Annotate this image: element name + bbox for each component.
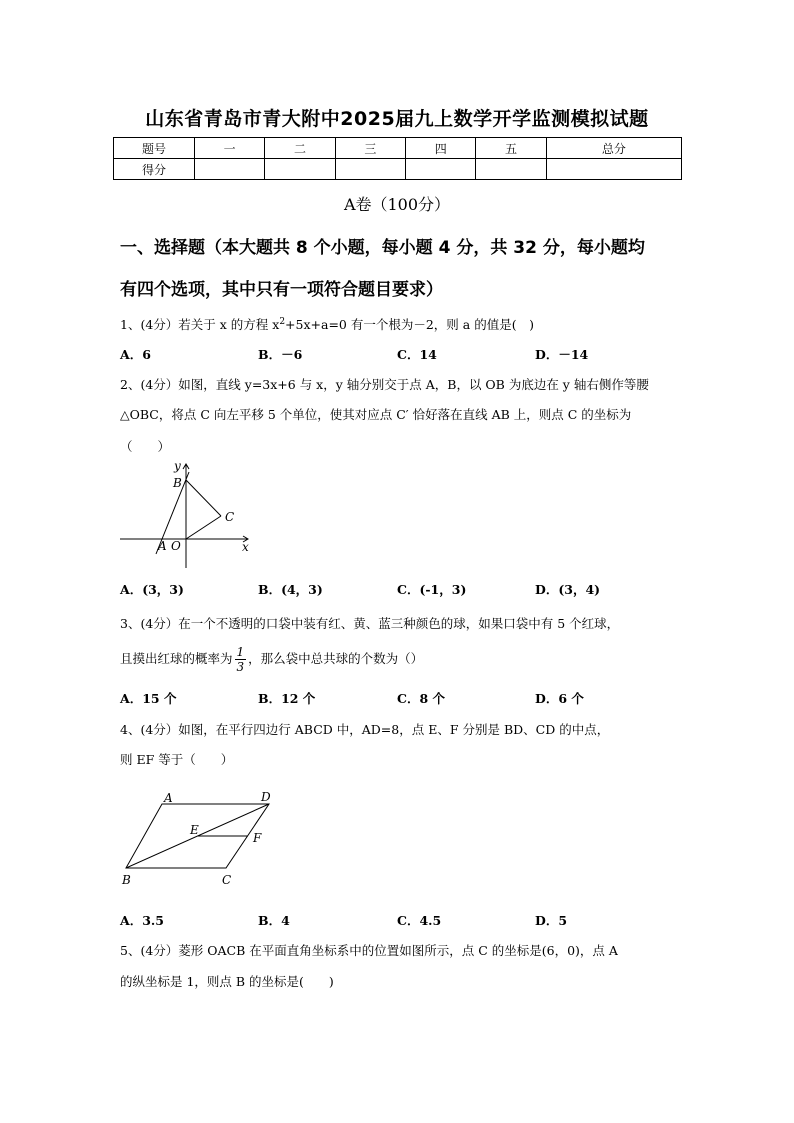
- label-b: B: [173, 476, 182, 490]
- score-header-cell: 三: [335, 138, 405, 159]
- label-a: A: [158, 539, 167, 553]
- segment-oc: [186, 516, 221, 539]
- score-cell[interactable]: [335, 159, 405, 180]
- option-d[interactable]: D．－14: [535, 347, 589, 362]
- question-2-figure: [118, 458, 256, 570]
- score-cell[interactable]: [265, 159, 335, 180]
- question-3-line2-before: 且摸出红球的概率为: [120, 651, 233, 666]
- question-4-line2: 则 EF 等于（ ）: [120, 752, 234, 767]
- score-header-cell: 一: [195, 138, 265, 159]
- probability-fraction: [235, 645, 247, 674]
- question-3-line2-after: ，那么袋中总共球的个数为（）: [248, 651, 424, 666]
- label-e: E: [190, 823, 199, 837]
- question-3-line1: 3、(4分）在一个不透明的口袋中装有红、黄、蓝三种颜色的球，如果口袋中有 5 个红球，: [120, 616, 620, 631]
- score-header-cell: 题号: [114, 138, 195, 159]
- option-a[interactable]: A．3.5: [120, 913, 164, 928]
- score-table-header-row: [114, 138, 682, 159]
- label-c: C: [222, 873, 232, 887]
- part-a-heading: A卷（100分）: [343, 195, 451, 214]
- fraction-denominator: 3: [236, 660, 245, 674]
- score-header-cell: 四: [406, 138, 476, 159]
- score-cell[interactable]: [476, 159, 546, 180]
- option-c[interactable]: C．8 个: [397, 691, 445, 706]
- question-4-line1: 4、(4分）如图，在平行四边行 ABCD 中，AD=8，点 E、F 分别是 BD、CD 的中点，: [120, 722, 610, 737]
- option-a[interactable]: A．15 个: [120, 691, 177, 706]
- option-a[interactable]: A．(3，3): [120, 582, 184, 597]
- score-table: [113, 137, 682, 180]
- score-cell[interactable]: [195, 159, 265, 180]
- option-a[interactable]: A．6: [120, 347, 151, 362]
- option-c[interactable]: C．4.5: [397, 913, 442, 928]
- label-d: D: [261, 790, 271, 804]
- label-c: C: [225, 510, 235, 524]
- fraction-numerator: 1: [236, 645, 245, 659]
- segment-bc: [186, 480, 221, 516]
- option-d[interactable]: D．(3，4): [535, 582, 601, 597]
- score-header-cell: 二: [265, 138, 335, 159]
- option-b[interactable]: B．4: [258, 913, 290, 928]
- label-y: y: [174, 459, 181, 473]
- score-cell[interactable]: [406, 159, 476, 180]
- label-b: B: [122, 873, 131, 887]
- question-3-line2: [120, 643, 682, 675]
- score-header-cell: 总分: [546, 138, 681, 159]
- option-d[interactable]: D．6 个: [535, 691, 584, 706]
- question-5-line2: 的纵坐标是 1，则点 B 的坐标是( ): [120, 974, 334, 989]
- question-2-line3: （ ）: [120, 439, 171, 454]
- option-b[interactable]: B．(4，3): [258, 582, 323, 597]
- question-5-line1: 5、(4分）菱形 OACB 在平面直角坐标系中的位置如图所示，点 C 的坐标是(6，0)，点 A: [120, 943, 618, 958]
- score-row-label: 得分: [114, 159, 195, 180]
- question-1-text-after: +5x+a=0 有一个根为－2，则 a 的值是( ): [285, 317, 534, 333]
- option-b[interactable]: B．12 个: [258, 691, 316, 706]
- question-2-line2: △OBC，将点 C 向左平移 5 个单位，使其对应点 C′ 恰好落在直线 AB 上，则点 C 的坐标为: [120, 407, 632, 422]
- section-heading-line1: 一、选择题（本大题共 8 个小题，每小题 4 分，共 32 分，每小题均: [120, 238, 645, 258]
- page-title: 山东省青岛市青大附中2025届九上数学开学监测模拟试题: [145, 108, 649, 130]
- label-a: A: [164, 791, 173, 805]
- label-o: O: [171, 539, 181, 553]
- question-1-text: [120, 314, 682, 333]
- option-c[interactable]: C．(-1，3): [397, 582, 467, 597]
- score-header-cell: 五: [476, 138, 546, 159]
- label-f: F: [253, 831, 262, 845]
- score-table-score-row: [114, 159, 682, 180]
- label-x: x: [242, 540, 249, 554]
- question-2-line1: 2、(4分）如图，直线 y=3x+6 与 x，y 轴分别交于点 A，B，以 OB 为底边在 y 轴右侧作等腰: [120, 377, 649, 392]
- option-b[interactable]: B．－6: [258, 347, 303, 362]
- section-heading-line2: 有四个选项，其中只有一项符合题目要求）: [120, 280, 443, 300]
- question-4-figure: [118, 790, 278, 890]
- option-c[interactable]: C．14: [397, 347, 437, 362]
- question-1-text-before: 1、(4分）若关于 x 的方程 x: [120, 317, 280, 333]
- option-d[interactable]: D．5: [535, 913, 568, 928]
- question-1-superscript: 2: [279, 317, 286, 327]
- score-cell[interactable]: [546, 159, 681, 180]
